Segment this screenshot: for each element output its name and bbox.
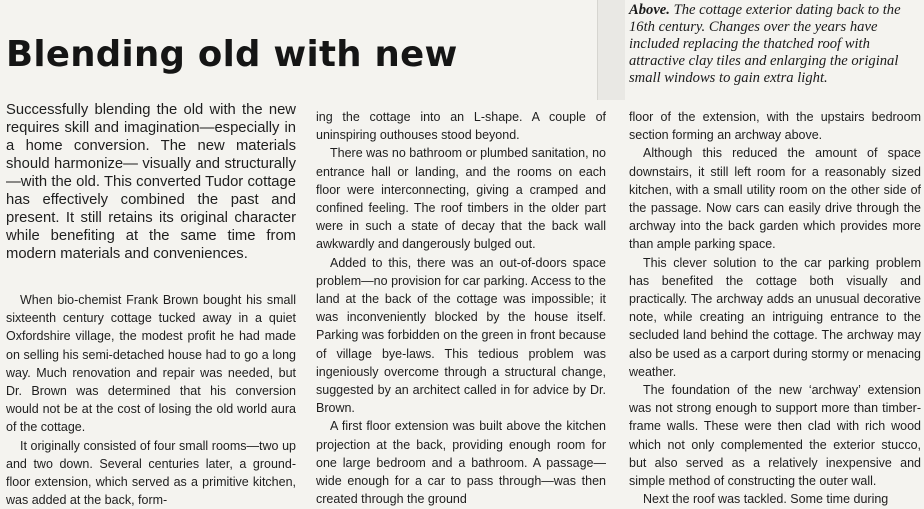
paragraph: There was no bathroom or plumbed sanitation, no entrance hall or landing, and the rooms on each floor were interconnecting, giving a cramped and confined feeling. The roof timbers in the older part were in such a state of decay that the back wall awkwardly and dangerously bulged out. <box>316 146 606 252</box>
caption-text: The cottage exterior dating back to the 16th century. Changes over the years have included replacing the thatched roof with attractive clay tiles and enlarging the original small windows to gain extra light. <box>629 2 901 86</box>
intro-paragraph <box>6 101 296 263</box>
paragraph: When bio-chemist Frank Brown bought his small sixteenth century cottage tucked away in a quiet Oxfordshire village, the modest profit he had made on selling his semi-detached house had to go a long way. Much renovation and repair was needed, but Dr. Brown was determined that his conversion would not be at the cost of losing the old world aura of the cottage. <box>6 293 296 435</box>
paragraph: A first floor extension was built above the kitchen projection at the back, providing enough room for one large bedroom and a bathroom. A passage—wide enough for a car to pass through—was then created through the ground <box>316 419 606 507</box>
paragraph: It originally consisted of four small rooms—two up and two down. Several centuries later, a ground-floor extension, which served as a primitive kitchen, was added at the back, form- <box>6 438 296 508</box>
paragraph: Added to this, there was an out-of-doors space problem—no provision for car parking. Access to the land at the back of the cottage was impossible; it was inconveniently blocked by the house itself. Parking was forbidden on the green in front because of village bye-laws. This tedious problem was ingeniously overcome through a structural change, suggested by an architect called in for advice by Dr. Brown. <box>316 255 606 416</box>
column-1 <box>6 291 296 509</box>
paragraph: Although this reduced the amount of space downstairs, it still left room for a reasonably sized kitchen, with a small utility room on the other side of the passage. Now cars can easily drive through the archway into the back garden which provides more than ample parking space. <box>629 146 921 252</box>
paragraph: This clever solution to the car parking problem has benefited the cottage both visually and practically. The archway adds an unusual decorative note, while creating an intriguing entrance to the secluded land behind the cottage. The archway may also be used as a carport during stormy or menacing weather. <box>629 255 921 379</box>
paragraph: floor of the extension, with the upstairs bedroom section forming an archway above. <box>629 110 921 143</box>
intro-text: Successfully blending the old with the new requires skill and imagination—especially in a home conversion. The new materials should harmonize— visually and structurally—with the old. This converted Tudor cottage has effectively combined the past and present. It still retains its original character while benefiting at the same time from modern materials and conveniences. <box>6 102 296 262</box>
caption-lead: Above. <box>629 2 670 18</box>
column-2 <box>316 108 606 508</box>
article-title: Blending old with new <box>6 34 458 75</box>
paragraph: Next the roof was tackled. Some time during <box>643 492 889 507</box>
photo-edge-line <box>597 0 598 100</box>
paragraph: ing the cottage into an L-shape. A couple of uninspiring outhouses stood beyond. <box>316 110 606 143</box>
paragraph: The foundation of the new ‘archway’ extension was not strong enough to support more than timber-frame walls. These were then clad with rich wood which not only complemented the exterior stucco, but also served as a relatively inexpensive and simple method of constructing the outer wall. <box>629 383 921 489</box>
photo-edge <box>597 0 625 100</box>
photo-caption <box>629 2 921 87</box>
column-3 <box>629 108 921 508</box>
